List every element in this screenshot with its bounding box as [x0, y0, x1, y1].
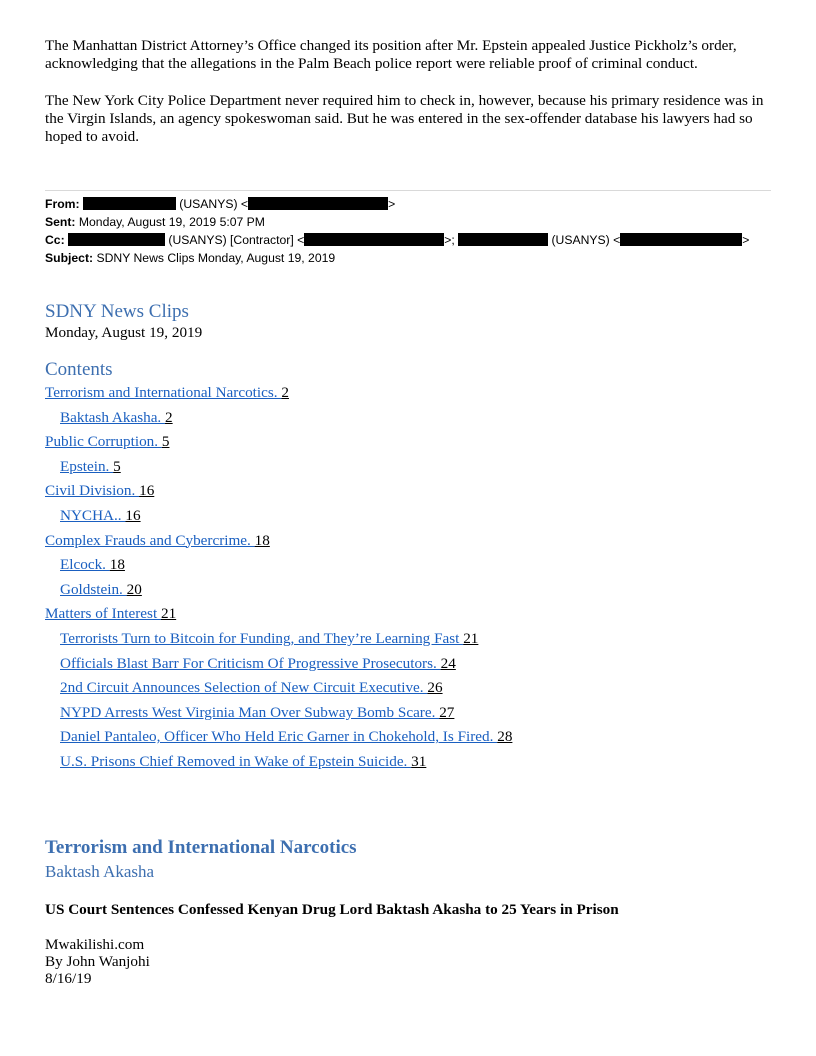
- toc-item: [45, 479, 771, 504]
- email-sent-line: [45, 213, 771, 231]
- toc-link[interactable]: Terrorists Turn to Bitcoin for Funding, and They’re Learning Fast: [60, 629, 464, 647]
- toc-page-number[interactable]: 18: [109, 556, 125, 574]
- toc-link[interactable]: Terrorism and International Narcotics.: [45, 384, 282, 401]
- subject-value: SDNY News Clips Monday, August 19, 2019: [93, 251, 336, 265]
- email-from-line: [45, 195, 771, 213]
- toc-link[interactable]: 2nd Circuit Announces Selection of New Circuit Executive.: [60, 679, 428, 697]
- toc-item: [45, 701, 771, 726]
- toc-item: [45, 578, 771, 603]
- toc-link[interactable]: Daniel Pantaleo, Officer Who Held Eric Garner in Chokehold, Is Fired.: [60, 728, 498, 746]
- section-title: Terrorism and International Narcotics: [45, 836, 357, 858]
- toc-page-number[interactable]: 2: [165, 408, 173, 426]
- article-byline: By John Wanjohi: [45, 952, 150, 970]
- toc-link[interactable]: Baktash Akasha.: [60, 408, 166, 426]
- toc-page-number[interactable]: 16: [139, 482, 155, 500]
- toc-link[interactable]: Matters of Interest: [45, 605, 161, 623]
- toc-item: [45, 627, 771, 652]
- toc-item: [45, 381, 771, 406]
- toc-link[interactable]: Goldstein.: [60, 580, 127, 598]
- toc-item: [45, 504, 771, 529]
- email-separator: [45, 190, 771, 191]
- toc-link[interactable]: Elcock.: [60, 556, 110, 574]
- toc-item: [45, 602, 771, 627]
- toc-page-number[interactable]: 18: [254, 531, 270, 549]
- toc-item: [45, 455, 771, 480]
- toc-page-number[interactable]: 27: [439, 703, 455, 721]
- cc-org2: (USANYS) <: [548, 233, 621, 247]
- contents-title: Contents: [45, 359, 113, 380]
- redaction-box: [458, 233, 548, 246]
- email-subject-line: [45, 249, 771, 267]
- clips-title: SDNY News Clips: [45, 301, 189, 322]
- sent-label: Sent:: [45, 215, 76, 229]
- toc-link[interactable]: U.S. Prisons Chief Removed in Wake of Epstein Suicide.: [60, 752, 412, 770]
- toc-page-number[interactable]: 24: [440, 654, 456, 672]
- toc-page-number[interactable]: 21: [160, 605, 177, 623]
- sent-value: Monday, August 19, 2019 5:07 PM: [75, 215, 265, 229]
- section-subtitle: Baktash Akasha: [45, 861, 155, 881]
- toc-item: [45, 750, 771, 775]
- toc-item: [45, 430, 771, 455]
- cc-close: >: [742, 233, 750, 247]
- toc-page-number[interactable]: 20: [126, 580, 142, 598]
- cc-separator: >;: [444, 233, 459, 247]
- toc-link[interactable]: Public Corruption.: [45, 433, 162, 451]
- toc-link[interactable]: Officials Blast Barr For Criticism Of Progressive Prosecutors.: [60, 654, 441, 672]
- table-of-contents: [45, 381, 771, 775]
- toc-item: [45, 725, 771, 750]
- email-cc-line: [45, 231, 771, 249]
- toc-link[interactable]: Epstein.: [60, 457, 114, 475]
- article-source: Mwakilishi.com: [45, 935, 145, 953]
- toc-link[interactable]: NYCHA..: [60, 506, 126, 524]
- subject-label: Subject:: [45, 251, 94, 265]
- from-org: (USANYS) <: [175, 197, 249, 211]
- toc-page-number[interactable]: 31: [411, 752, 427, 770]
- toc-item: [45, 529, 771, 554]
- toc-item: [45, 553, 771, 578]
- toc-item: [45, 406, 771, 431]
- redaction-box: [83, 197, 176, 210]
- toc-link[interactable]: Civil Division.: [45, 482, 140, 500]
- toc-page-number[interactable]: 2: [281, 384, 289, 401]
- toc-page-number[interactable]: 16: [125, 506, 141, 524]
- toc-page-number[interactable]: 5: [113, 457, 121, 475]
- body-paragraph: The Manhattan District Attorney’s Office changed its position after Mr. Epstein appealed Justice Pickholz’s order, acknowledging that the allegations in the Palm Beach police report were reliable proof of criminal conduct.: [45, 37, 737, 72]
- from-close: >: [388, 197, 396, 211]
- redaction-box: [304, 233, 444, 246]
- clips-date: Monday, August 19, 2019: [45, 324, 203, 341]
- toc-link[interactable]: Complex Frauds and Cybercrime.: [45, 531, 255, 549]
- toc-page-number[interactable]: 28: [497, 728, 513, 746]
- cc-org1: (USANYS) [Contractor] <: [165, 233, 305, 247]
- article-meta: [45, 936, 771, 987]
- redaction-box: [620, 233, 742, 246]
- redaction-box: [248, 197, 388, 210]
- body-paragraph: The New York City Police Department never required him to check in, however, because his primary residence was in the Virgin Islands, an agency spokeswoman said. But he was entered in the sex-offender database his lawyers had so hoped to avoid.: [45, 92, 764, 145]
- from-label: From:: [45, 197, 80, 211]
- toc-item: [45, 652, 771, 677]
- toc-page-number[interactable]: 21: [463, 629, 479, 647]
- toc-page-number[interactable]: 5: [161, 433, 170, 451]
- cc-label: Cc:: [45, 233, 65, 247]
- redaction-box: [68, 233, 165, 246]
- document-page: [45, 37, 771, 987]
- toc-link[interactable]: NYPD Arrests West Virginia Man Over Subway Bomb Scare.: [60, 703, 440, 721]
- toc-item: [45, 676, 771, 701]
- article-date: 8/16/19: [45, 969, 92, 987]
- toc-page-number[interactable]: 26: [427, 679, 443, 697]
- article-title: US Court Sentences Confessed Kenyan Drug Lord Baktash Akasha to 25 Years in Prison: [45, 900, 619, 918]
